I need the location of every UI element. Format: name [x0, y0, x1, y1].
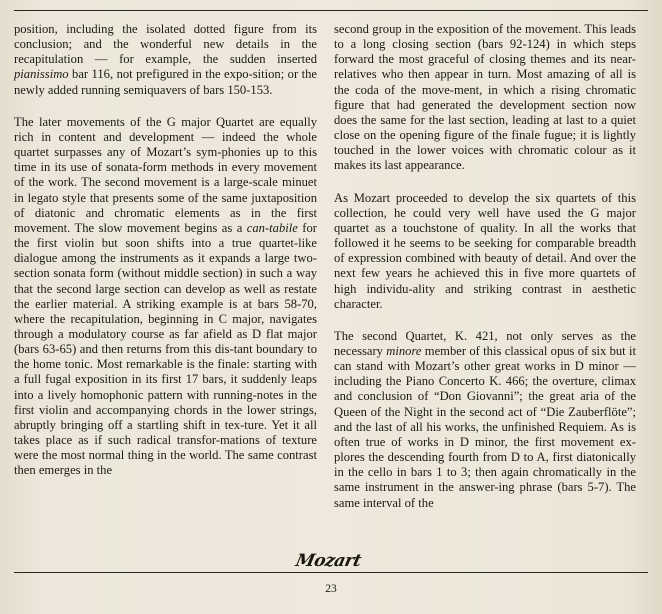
left-paragraph-2: [14, 115, 317, 479]
mozart-signature-logo: Mozart: [293, 551, 363, 571]
left-p2-text-a: The later movements of the G major Quartet are equally rich in content and development — indeed the whole quartet surpasses any of Mozart’s sym-phonies up to this time in its use of sonata-form methods in every movement of the work. The second movement is a large-scale minuet in legato style that presents some of the same juxtaposition of diatonic and chromatic elements as in the first movement. The slow movement begins as a: [14, 114, 317, 235]
left-column: [14, 22, 317, 496]
right-paragraph-3: [334, 329, 636, 511]
bottom-rule: [14, 572, 648, 573]
left-paragraph-1: [14, 22, 317, 98]
left-p1-italic: pianissimo: [14, 67, 69, 82]
left-p1-text-b: bar 116, not prefigured in the expo-sition; or the newly added running semiquavers of bars 150-153.: [14, 67, 317, 97]
right-paragraph-1: second group in the exposition of the movement. This leads to a long closing section (bars 92-124) in which steps forward the most graceful of closing themes and its near-relatives who then appear in turn. Most amazing of all is the coda of the move-ment, in which a rising chromatic figure that had generated the development section now does the same for the last section, leading at last to a quiet close on the opening figure of the finale fugue; it is lightly touched in the lower voices with chromatic colour as it makes its last appearance.: [334, 22, 636, 173]
right-column: [334, 22, 636, 528]
right-p3-text-a: The second Quartet, K. 421, not only serves as the necessary: [334, 328, 636, 358]
left-p2-text-b: for the first violin but soon shifts into a true quartet-like dialogue among the instruments as it expands a large two-section sonata form (without middle section) in such a way that the second large section can develop as well as restate the earlier material. A striking example is at bars 58-70, where the recapitulation, beginning in C major, navigates through a modulatory course as far afield as D flat major (bars 63-65) and then returns from this dis-tant boundary to the home tonic. Most remarkable is the finale: starting with a full fugal exposition in its first 17 bars, it suddenly leaps into a lively homophonic pattern with running-notes in the first violin and accompanying chords in the lower strings, abruptly bringing off a startling shift in tex-ture. Yet it all takes place as if such radical transfor-mations of texture were the most normal thing in the world. The same contrast then emerges in the: [14, 220, 317, 478]
top-rule: [14, 10, 648, 11]
left-p1-text-a: position, including the isolated dotted figure from its conclusion; and the wonderful new details in the recapitulation — for example, the sudden inserted: [14, 22, 317, 67]
right-p3-text-b: member of this classical opus of six but it can stand with Mozart’s other great works in D minor — including the Piano Concerto K. 466; the overture, climax and conclusion of “Don Giovanni”; the great aria of the Queen of the Night in the second act of “Die Zauberflöte”; and the last of all his works, the unfinished Requiem. As is often true of works in D minor, the first movement ex-plores the descending fourth from D to A, first diatonically in the cello in bars 1 to 3; then again chromatically in the same instrument in the answer-ing phrase (bars 5-7). The same interval of the: [334, 343, 636, 510]
right-paragraph-2: As Mozart proceeded to develop the six quartets of this collection, he could very well have used the G major quartet as a touchstone of quality. In all the works that followed it he seems to be seeking for comparable breadth of expression combined with beauty of detail. And over the next few years he achieved this in five more quartets of high individu-ality and striking contrast in aesthetic character.: [334, 190, 636, 311]
left-p2-italic: can-tabile: [246, 220, 298, 235]
page-number: 23: [325, 583, 337, 595]
right-p3-italic: minore: [386, 343, 422, 358]
